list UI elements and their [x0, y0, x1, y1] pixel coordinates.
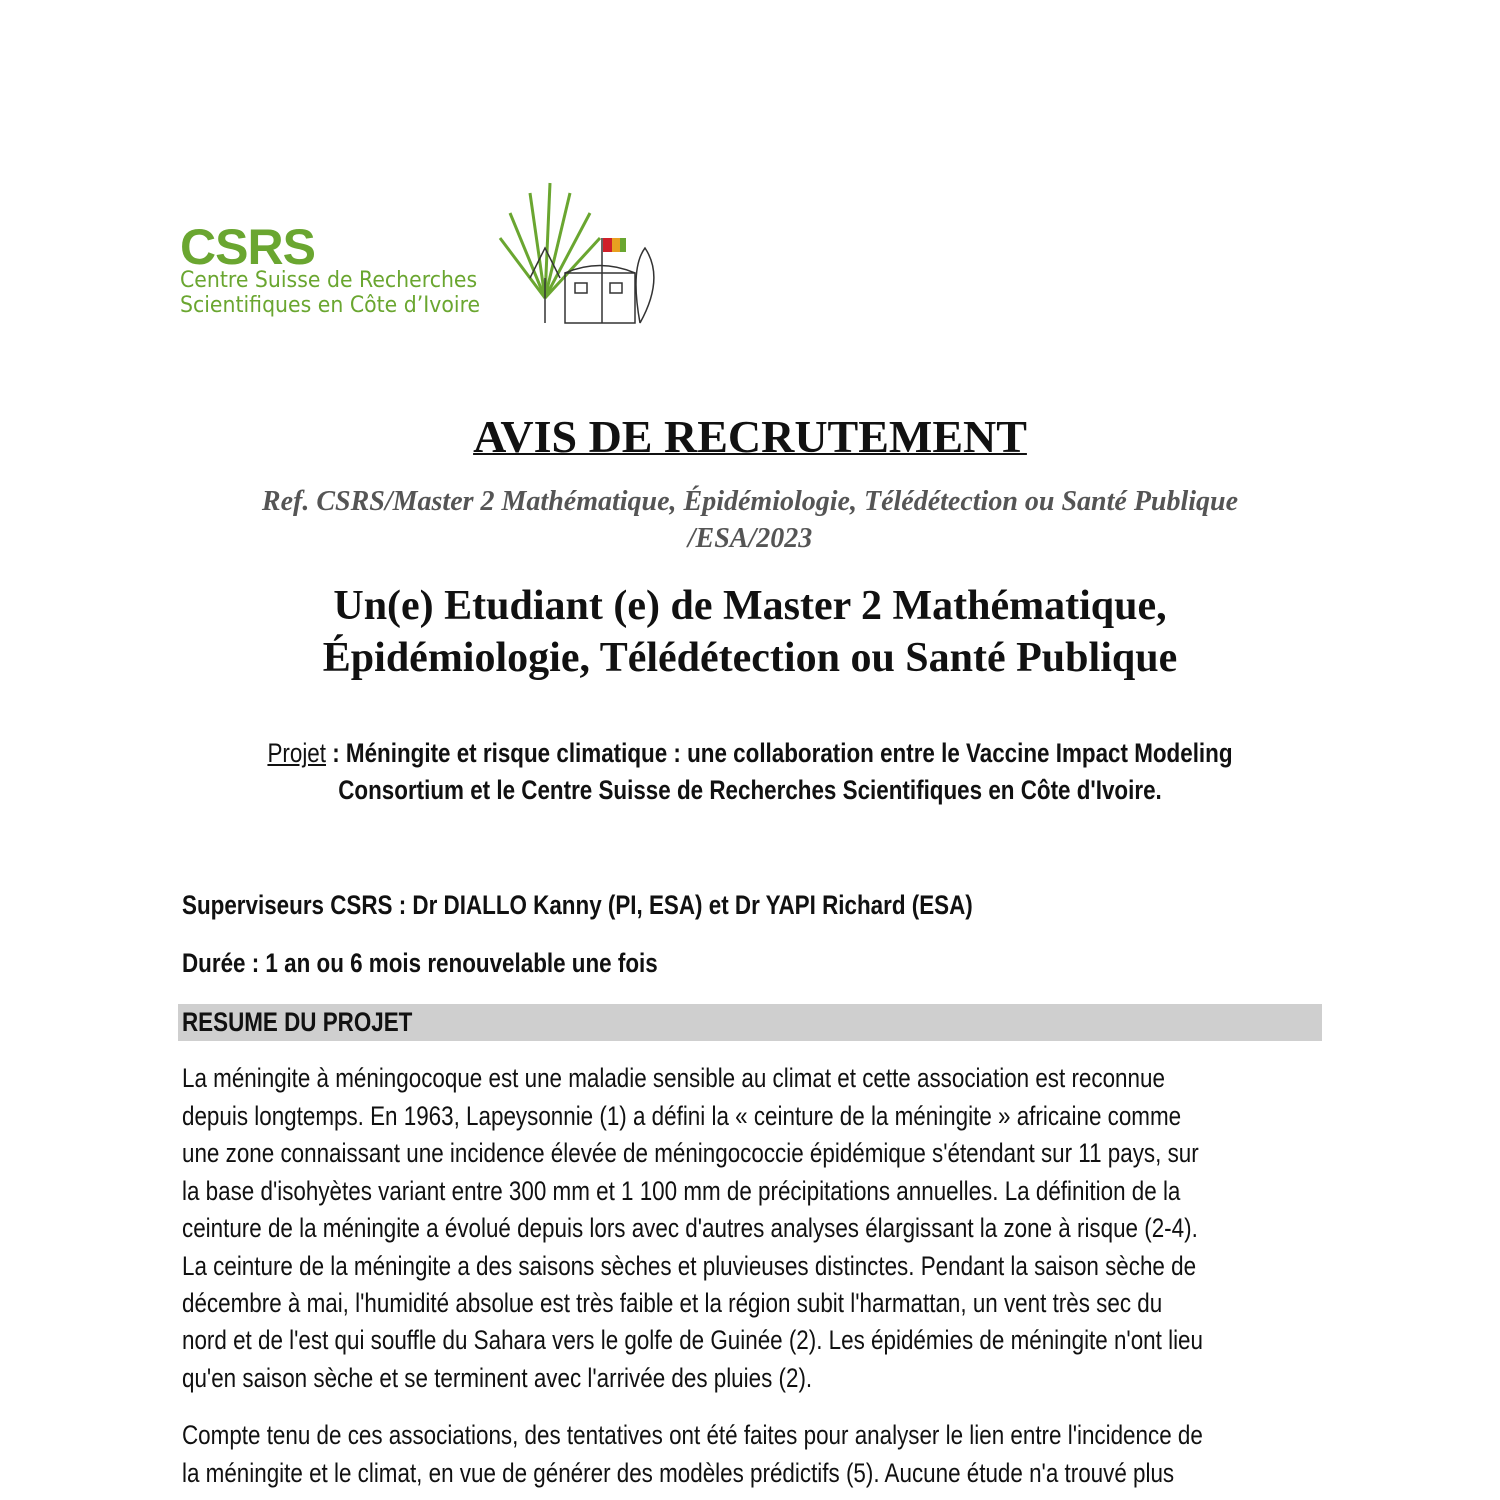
text-line: décembre à mai, l'humidité absolue est très faible et la région subit l'harmattan, un vent très sec du [182, 1288, 1163, 1318]
reference-line-1: Ref. CSRS/Master 2 Mathématique, Épidémiologie, Télédétection ou Santé Publique [261, 486, 1239, 517]
position-title-line-1: Un(e) Etudiant (e) de Master 2 Mathématique, [333, 583, 1167, 629]
project-line-1: Projet : Méningite et risque climatique : une collaboration entre le Vaccine Impact Modeling [267, 738, 1233, 768]
section-heading: RESUME DU PROJET [182, 1007, 413, 1037]
text-line: La méningite à méningocoque est une maladie sensible au climat et cette association est reconnue [182, 1063, 1165, 1093]
logo-subtitle-1: Centre Suisse de Recherches [180, 268, 478, 293]
logo-subtitle-2: Scientifiques en Côte d’Ivoire [180, 293, 481, 318]
logo-tree-building-illustration [490, 178, 670, 328]
project-line-2: Consortium et le Centre Suisse de Recherches Scientifiques en Côte d'Ivoire. [338, 775, 1162, 805]
reference-line-2: /ESA/2023 [687, 523, 813, 554]
text-line: une zone connaissant une incidence élevée de méningococcie épidémique s'étendant sur 11 pays, sur [182, 1138, 1199, 1168]
supervisors: Superviseurs CSRS : Dr DIALLO Kanny (PI, ESA) et Dr YAPI Richard (ESA) [182, 890, 973, 920]
text-line: ceinture de la méningite a évolué depuis lors avec d'autres analyses élargissant la zone à risque (2-4). [182, 1213, 1198, 1243]
page-title: AVIS DE RECRUTEMENT [473, 411, 1027, 462]
text-line: Compte tenu de ces associations, des tentatives ont été faites pour analyser le lien entre l'incidence de [182, 1420, 1203, 1450]
duration: Durée : 1 an ou 6 mois renouvelable une fois [182, 948, 658, 978]
text-line: la base d'isohyètes variant entre 300 mm et 1 100 mm de précipitations annuelles. La définition de la [182, 1176, 1181, 1206]
text-line: depuis longtemps. En 1963, Lapeysonnie (1) a défini la « ceinture de la méningite » africaine comme [182, 1101, 1182, 1131]
text-line: nord et de l'est qui souffle du Sahara vers le golfe de Guinée (2). Les épidémies de méningite n'ont lieu [182, 1325, 1203, 1355]
logo-csrs: CSRS [180, 219, 315, 275]
text-line: la méningite et le climat, en vue de générer des modèles prédictifs (5). Aucune étude n'a trouvé plus [182, 1458, 1175, 1488]
position-title-line-2: Épidémiologie, Télédétection ou Santé Publique [322, 635, 1178, 681]
text-line: La ceinture de la méningite a des saisons sèches et pluvieuses distinctes. Pendant la saison sèche de [182, 1251, 1197, 1281]
text-line: qu'en saison sèche et se terminent avec l'arrivée des pluies (2). [182, 1363, 813, 1393]
